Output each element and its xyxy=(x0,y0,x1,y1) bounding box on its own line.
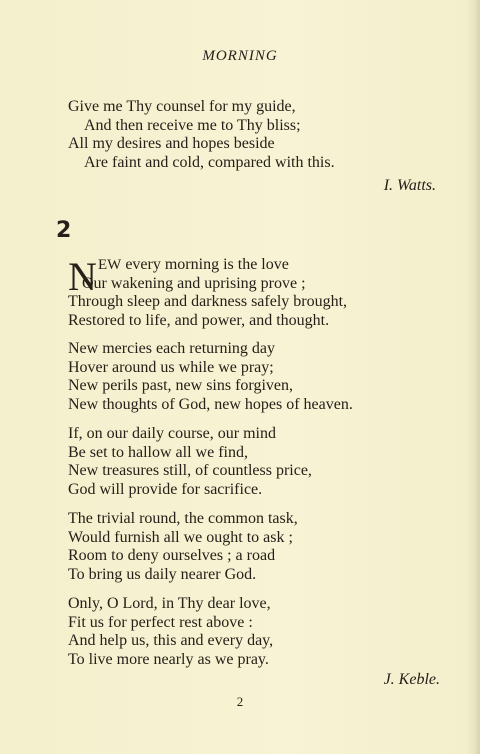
verse-line: The trivial round, the common task, xyxy=(68,510,298,527)
verse-line: Through sleep and darkness safely brought, xyxy=(68,293,348,311)
small-caps-word: EW xyxy=(98,257,122,273)
hymn1-author: I. Watts. xyxy=(383,177,436,194)
hymn2-stanza-4 xyxy=(68,510,298,584)
hymn-number: 2 xyxy=(56,218,72,243)
verse-line: And then receive me to Thy bliss; xyxy=(84,116,301,134)
page-number: 2 xyxy=(236,694,244,709)
verse-line: Are faint and cold, compared with this. xyxy=(84,153,335,171)
verse-line: Hover around us while we pray; xyxy=(68,358,274,376)
verse-line-text: every morning is the love xyxy=(121,256,289,273)
verse-line: Room to deny ourselves ; a road xyxy=(68,547,276,565)
verse-line: Our wakening and uprising prove ; xyxy=(82,274,306,292)
hymn1-stanza xyxy=(68,98,335,172)
hymn2-author: J. Keble. xyxy=(383,671,440,688)
hymn2-stanza-2 xyxy=(68,340,353,414)
verse-line: Only, O Lord, in Thy dear love, xyxy=(68,595,271,612)
verse-line: New thoughts of God, new hopes of heaven. xyxy=(68,395,353,413)
verse-line: Give me Thy counsel for my guide, xyxy=(68,98,296,115)
verse-line: God will provide for sacrifice. xyxy=(68,480,263,498)
running-head: MORNING xyxy=(202,48,278,64)
verse-line: New mercies each returning day xyxy=(68,340,276,357)
verse-line: If, on our daily course, our mind xyxy=(68,425,276,442)
page-edge-shadow xyxy=(466,0,480,754)
verse-line: New treasures still, of countless price, xyxy=(68,462,312,480)
verse-line: Fit us for perfect rest above : xyxy=(68,613,253,631)
verse-line: All my desires and hopes beside xyxy=(68,135,275,153)
drop-cap: N xyxy=(68,254,97,299)
hymn2-stanza-1 xyxy=(68,256,347,330)
verse-line: New perils past, new sins forgiven, xyxy=(68,377,293,395)
verse-line: Would furnish all we ought to ask ; xyxy=(68,528,293,546)
hymn2-stanza-5 xyxy=(68,595,273,669)
hymn2-stanza-3 xyxy=(68,425,312,499)
verse-line: And help us, this and every day, xyxy=(68,632,274,650)
verse-line: Restored to life, and power, and thought. xyxy=(68,311,330,329)
verse-line: To live more nearly as we pray. xyxy=(68,650,269,668)
verse-line: Be set to hallow all we find, xyxy=(68,443,248,461)
verse-line: To bring us daily nearer God. xyxy=(68,565,257,583)
